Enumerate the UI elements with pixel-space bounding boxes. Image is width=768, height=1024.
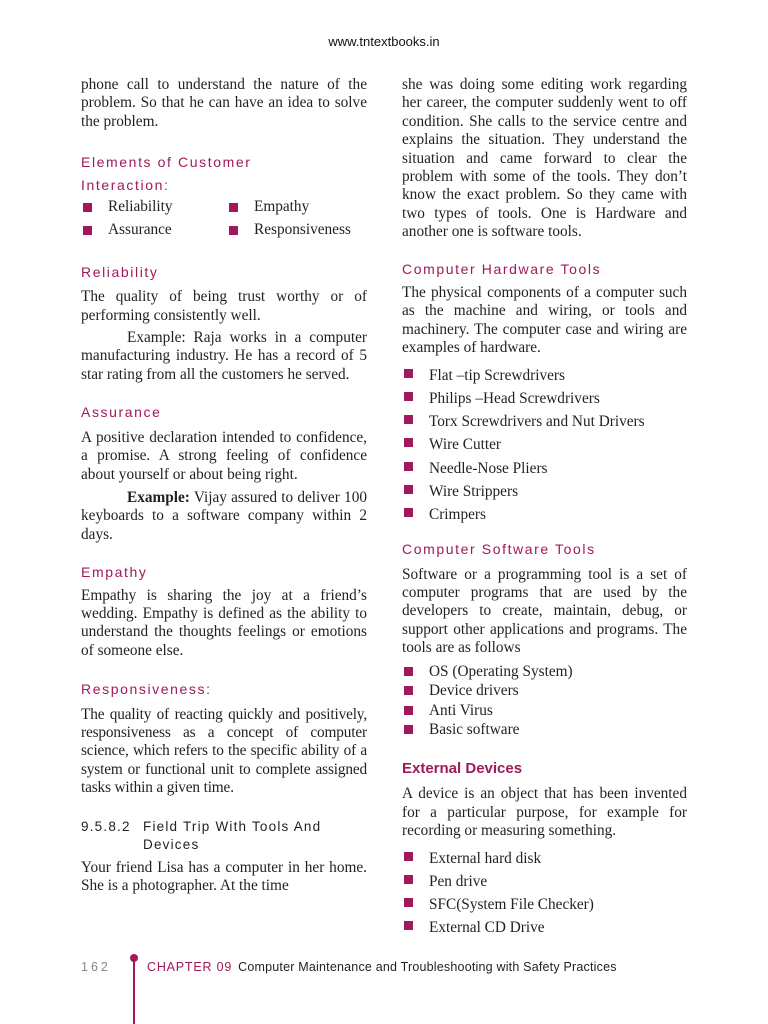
site-url: www.tntextbooks.in — [328, 34, 440, 49]
list-item: Device drivers — [402, 681, 687, 701]
list-item: Assurance — [81, 221, 227, 239]
bullet-square-icon — [404, 852, 413, 861]
elements-heading-line1: Elements of Customer — [81, 154, 252, 171]
list-item: OS (Operating System) — [402, 662, 687, 682]
list-item: External CD Drive — [402, 916, 687, 939]
assurance-example: Example: Vijay assured to deliver 100 keyboards to a software company within 2 days. — [81, 488, 367, 543]
list-item: Flat –tip Screwdrivers — [402, 364, 687, 387]
chapter-title — [147, 960, 617, 974]
list-item: Wire Cutter — [402, 433, 687, 456]
software-tools-list — [402, 662, 687, 740]
subsection-heading — [81, 818, 367, 854]
subsection-title-line2: Devices — [143, 836, 200, 852]
list-item: Reliability — [81, 198, 227, 216]
subsection-title-line1: Field Trip With Tools And — [143, 818, 322, 834]
bullet-square-icon — [404, 875, 413, 884]
bullet-square-icon — [404, 706, 413, 715]
chapter-name: Computer Maintenance and Troubleshooting with Safety Practices — [238, 960, 617, 974]
list-item: Torx Screwdrivers and Nut Drivers — [402, 410, 687, 433]
software-paragraph: Software or a programming tool is a set of computer programs that are used by the developers to create, maintain, debug, or support other applications and programs. The tools are as follows — [402, 565, 687, 657]
responsiveness-paragraph: The quality of reacting quickly and positively, responsiveness as a concept of computer science, which refers to the specific ability of a system or functional unit to complete assigned tasks within a given time. — [81, 705, 367, 797]
bullet-square-icon — [404, 508, 413, 517]
list-item: Needle-Nose Pliers — [402, 457, 687, 480]
bullet-square-icon — [404, 438, 413, 447]
external-paragraph: A device is an object that has been invented for a particular purpose, for example for recording or measuring something. — [402, 785, 687, 840]
external-devices-heading: External Devices — [402, 759, 523, 777]
subsection-number: 9.5.8.2 — [81, 818, 131, 834]
empathy-paragraph: Empathy is sharing the joy at a friend’s wedding. Empathy is defined as the ability to understand the thoughts feelings or emotions of someone else. — [81, 586, 367, 659]
list-item: Philips –Head Screwdrivers — [402, 387, 687, 410]
hardware-paragraph: The physical components of a computer such as the machine and wiring, or tools and machinery. The computer case and wiring are examples of hardware. — [402, 284, 687, 357]
bullet-square-icon — [404, 898, 413, 907]
reliability-paragraph: The quality of being trust worthy or of performing consistently well. — [81, 288, 367, 324]
external-devices-list — [402, 847, 687, 940]
footer-divider-dot — [130, 954, 138, 962]
story-continued-paragraph: she was doing some editing work regarding her career, the computer suddenly went to off condition. She calls to the service centre and explains the situation. They understand the situation and came forward to clear the problem with some of the tools. They don’t know the exact problem. So they came with two types of tools. One is Hardware and another one is software tools. — [402, 76, 687, 241]
bullet-square-icon — [404, 369, 413, 378]
footer-divider-bar — [133, 956, 135, 1024]
list-item: Responsiveness — [227, 221, 367, 239]
list-item: Pen drive — [402, 870, 687, 893]
list-item: Crimpers — [402, 503, 687, 526]
lisa-paragraph: Your friend Lisa has a computer in her home. She is a photographer. At the time — [81, 858, 367, 894]
list-item: SFC(System File Checker) — [402, 893, 687, 916]
bullet-square-icon — [229, 203, 238, 212]
list-item: Anti Virus — [402, 701, 687, 721]
left-column — [81, 76, 367, 895]
page-number: 162 — [81, 960, 111, 974]
bullet-square-icon — [404, 686, 413, 695]
chapter-label: CHAPTER 09 — [147, 960, 233, 974]
list-item: Wire Strippers — [402, 480, 687, 503]
intro-paragraph: phone call to understand the nature of the problem. So that he can have an idea to solve the problem. — [81, 76, 367, 130]
bullet-square-icon — [83, 226, 92, 235]
bullet-square-icon — [404, 392, 413, 401]
responsiveness-heading: Responsiveness: — [81, 681, 212, 698]
right-column — [402, 76, 687, 939]
bullet-square-icon — [83, 203, 92, 212]
assurance-paragraph: A positive declaration intended to confidence, a promise. A strong feeling of confidence about yourself or about being right. — [81, 428, 367, 483]
bullet-square-icon — [404, 485, 413, 494]
bullet-square-icon — [404, 462, 413, 471]
list-item: External hard disk — [402, 847, 687, 870]
list-item: Empathy — [227, 198, 367, 216]
reliability-heading: Reliability — [81, 263, 159, 280]
bullet-square-icon — [404, 415, 413, 424]
list-item: Basic software — [402, 720, 687, 740]
assurance-heading: Assurance — [81, 404, 162, 421]
hardware-tools-heading: Computer Hardware Tools — [402, 260, 602, 277]
elements-heading-line2: Interaction: — [81, 176, 170, 193]
bullet-square-icon — [229, 226, 238, 235]
hardware-tools-list — [402, 364, 687, 526]
page-footer — [81, 960, 681, 980]
software-tools-heading: Computer Software Tools — [402, 541, 596, 558]
bullet-square-icon — [404, 921, 413, 930]
elements-list — [81, 198, 367, 240]
bullet-square-icon — [404, 667, 413, 676]
bullet-square-icon — [404, 725, 413, 734]
empathy-heading: Empathy — [81, 564, 148, 581]
reliability-example: Example: Raja works in a computer manufacturing industry. He has a record of 5 star rating from all the customers he served. — [81, 329, 367, 383]
